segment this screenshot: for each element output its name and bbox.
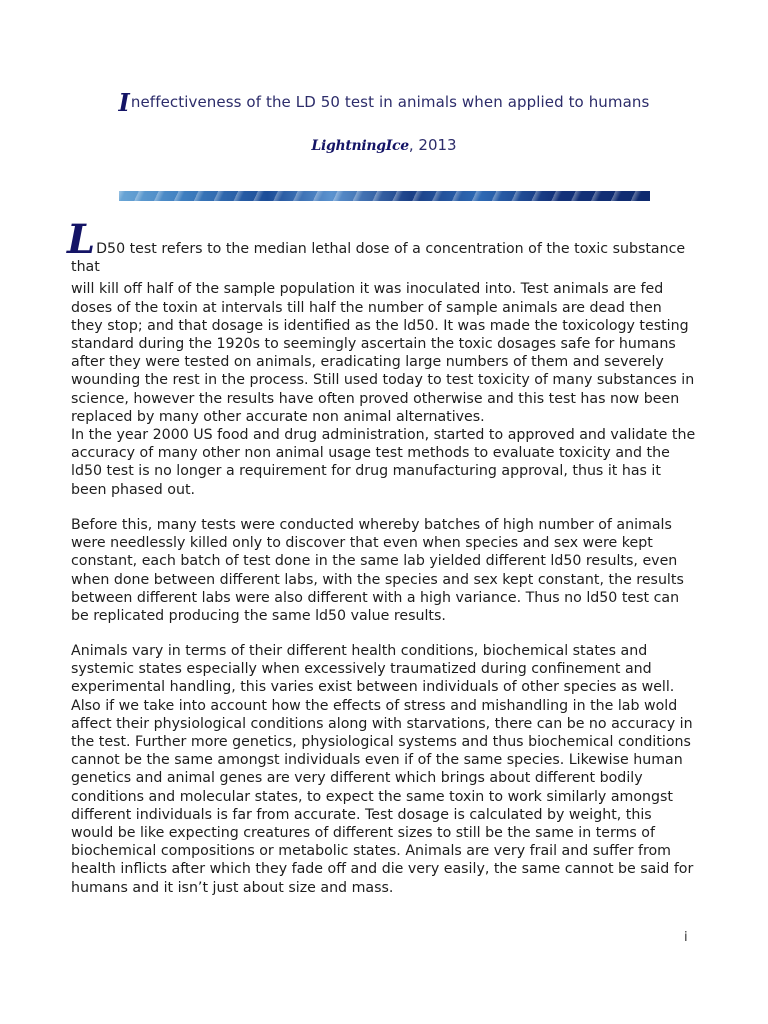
paragraph-1-first-line: D50 test refers to the median lethal dose of a concentration of the toxic substance that [71,241,686,276]
paragraph-4-text: Animals vary in terms of their different health conditions, biochemical states and systemic states especially when excessively traumatized during confinement and experimental handling, this varies exist between individuals of other species as well. Also if we take into account how the effects of stress and mishandling in the lab wold affect their physiological conditions along with starvations, there can be no accuracy in the test. Further more genetics, physiological systems and thus biochemical conditions cannot be the same amongst individuals even if of the same species. Likewise human genetics and animal genes are very different which brings about different bodily conditions and molecular states, to expect the same toxin to work similarly amongst different individuals is far from accurate. Test dosage is calculated by weight, this would be like expecting creatures of different sizes to still be the same in terms of biochemical compositions or metabolic states. Animals are very frail and suffer from health inflicts after which they fade off and die very easily, the same cannot be said for humans and it isn’t just about size and mass. [71,643,694,896]
paragraph-3-text: Before this, many tests were conducted whereby batches of high number of animals were needlessly killed only to discover that even when species and sex were kept constant, each batch of test done in the same lab yielded different ld50 results, even when done between different labs, with the species and sex kept constant, the results between different labs were also different with a high variance. Thus no ld50 test can be replicated producing the same ld50 value results. [71,517,684,625]
paragraph-3 [71,516,697,625]
paragraph-initial: L [67,216,96,263]
paragraph-1 [67,216,697,426]
byline-year: 2013 [418,136,457,154]
title-text: neffectiveness of the LD 50 test in animals when applied to humans [130,93,650,111]
title-initial: I [118,88,130,117]
byline-separator: , [408,136,419,154]
byline [0,136,768,154]
page-number: i [684,930,688,945]
document-title [0,88,768,117]
decorative-banner [119,191,650,201]
paragraph-2-text: In the year 2000 US food and drug administration, started to approved and validate the accuracy of many other non animal usage test methods to evaluate toxicity and the ld50 test is no longer a requirement for drug manufacturing approval, thus it has it been phased out. [71,427,696,498]
author-signature: LightningIce [311,138,409,154]
paragraph-1-body: will kill off half of the sample population it was inoculated into. Test animals are fed doses of the toxin at intervals till half the number of sample animals are dead then they stop; and that dosage is identified as the ld50. It was made the toxicology testing standard during the 1920s to seemingly ascertain the toxic dosages safe for humans after they were tested on animals, eradicating large numbers of them and severely wounding the rest in the process. Still used today to test toxicity of many substances in science, however the results have often proved otherwise and this test has now been replaced by many other accurate non animal alternatives. [71,281,695,425]
paragraph-4 [71,642,697,897]
paragraph-2 [71,426,697,499]
